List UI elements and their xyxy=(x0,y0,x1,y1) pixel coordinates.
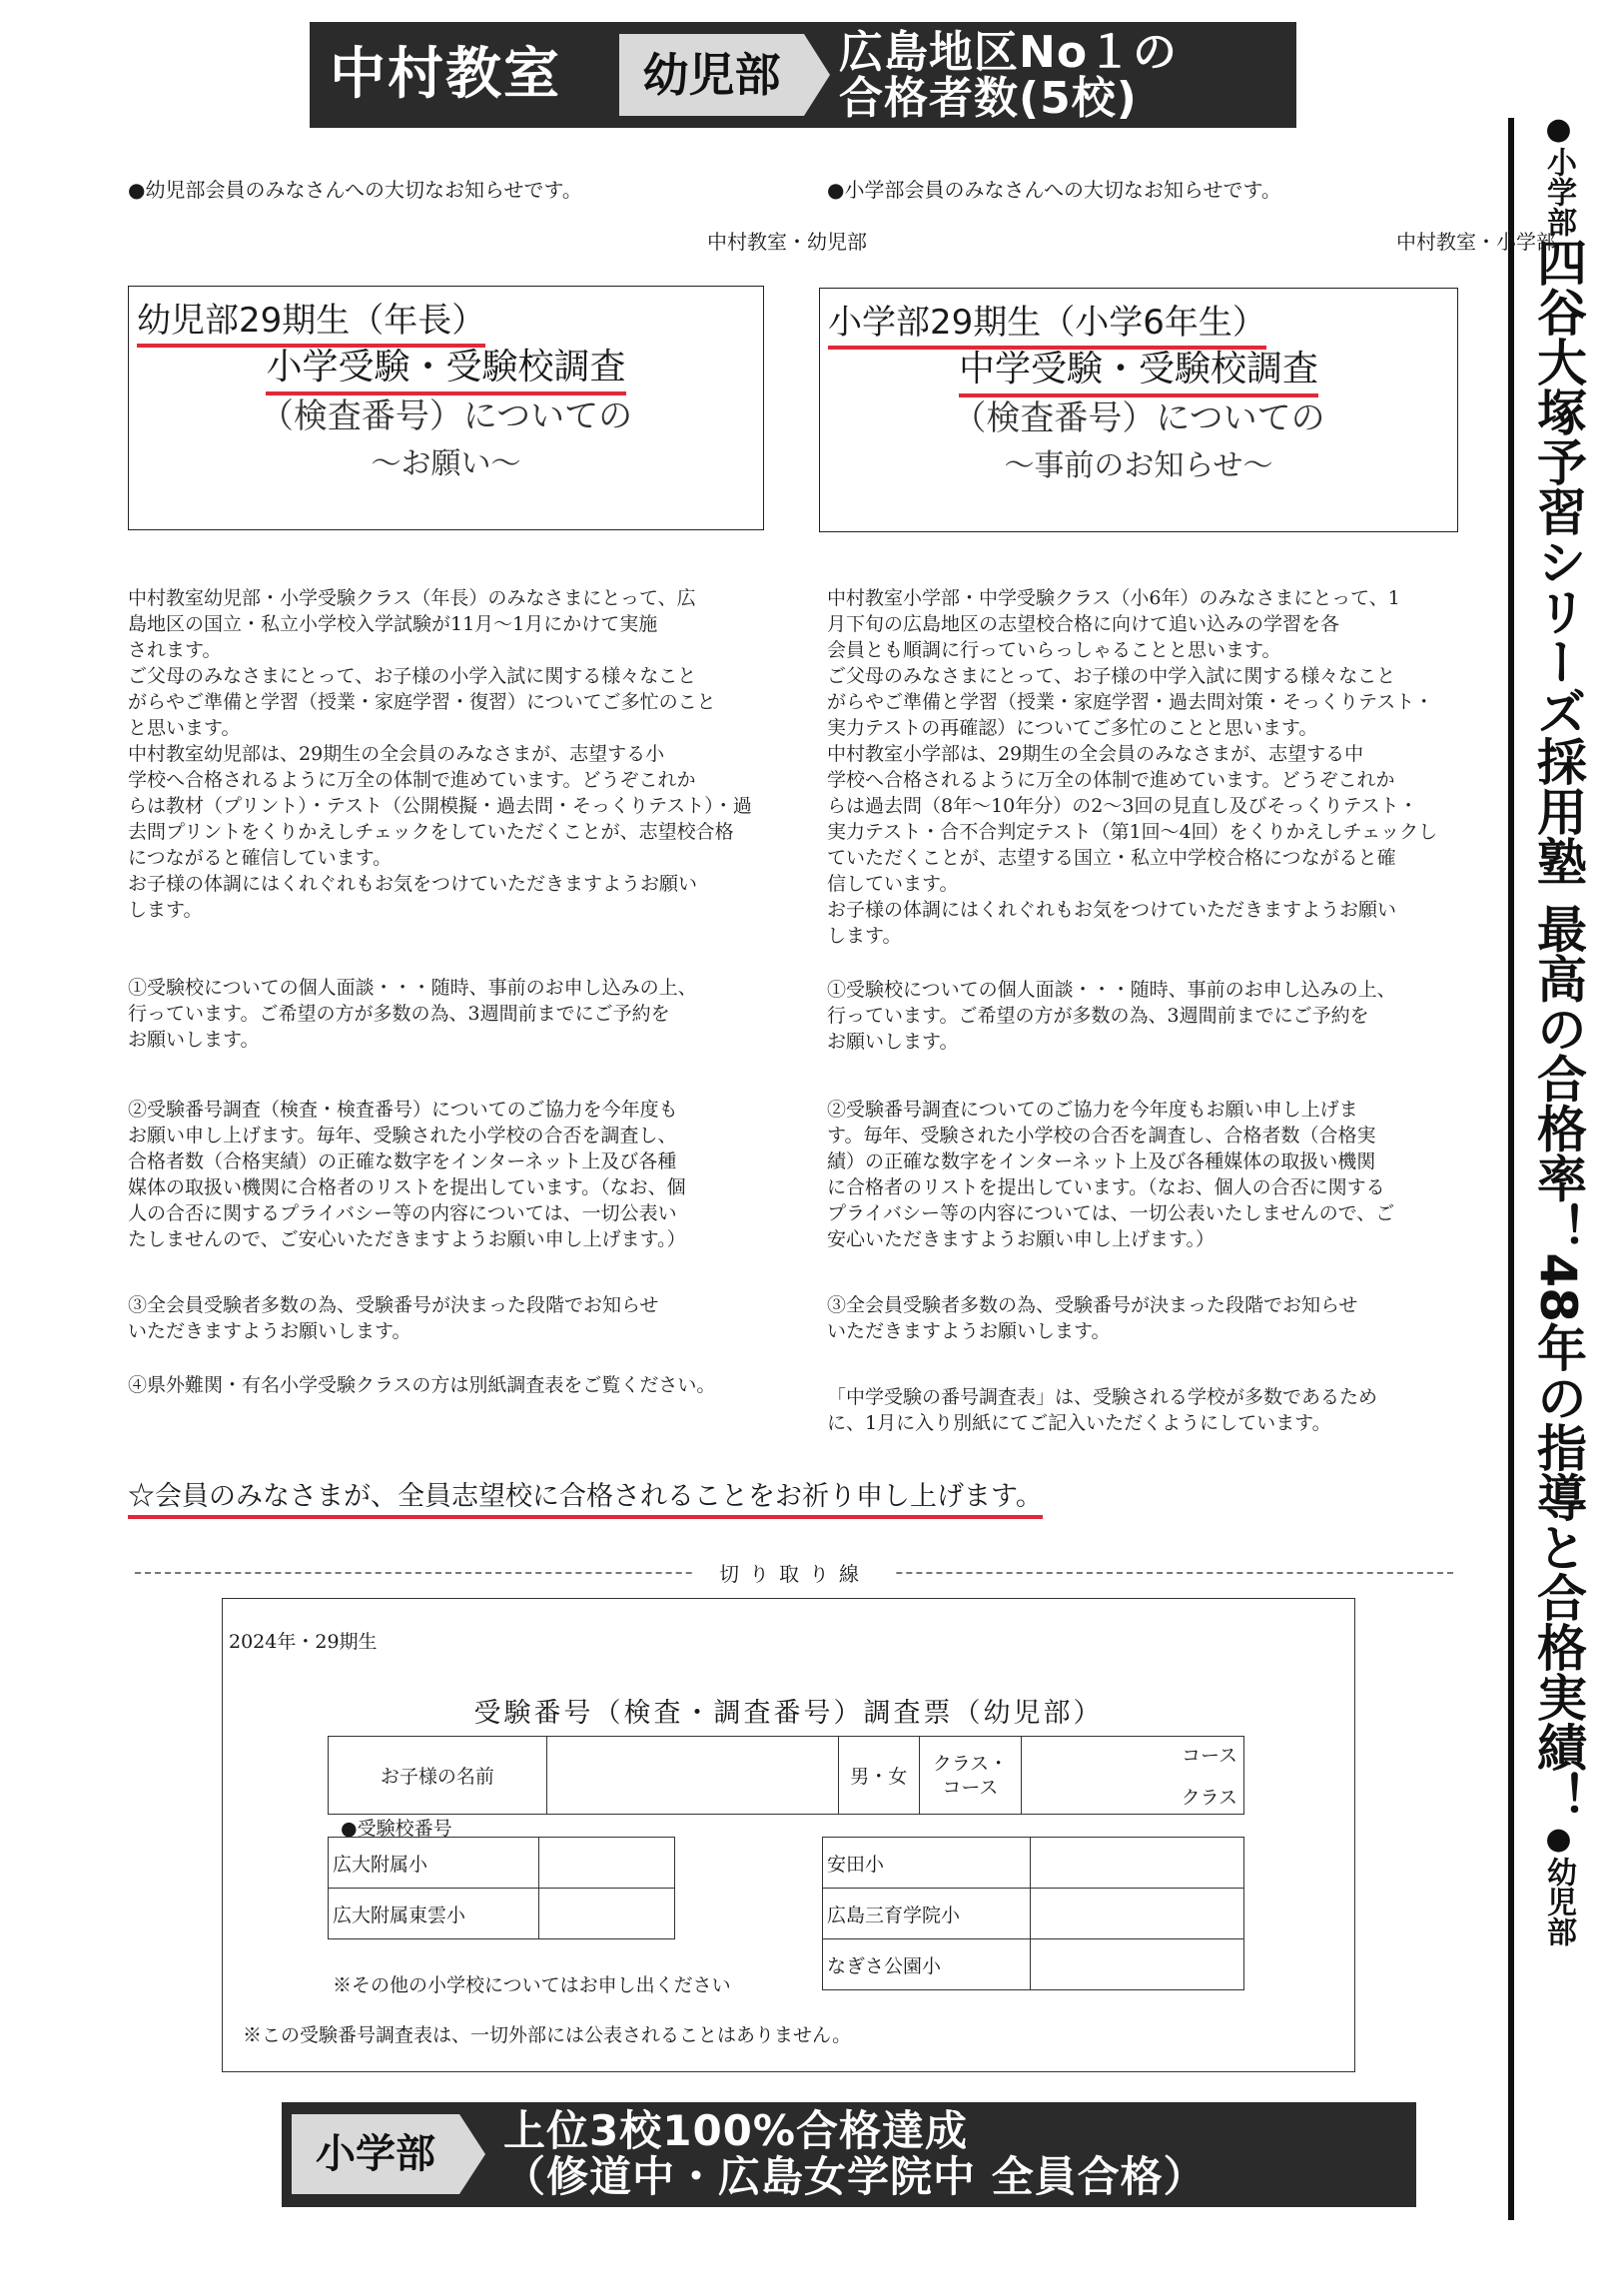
bottom-banner xyxy=(282,2102,1416,2207)
left-column xyxy=(128,176,867,1396)
left-title-line4: ～お願い～ xyxy=(371,446,521,481)
left-item-1: ①受験校についての個人面談・・・随時、事前のお申し込みの上、 行っています。ご希望の方が多数の為、3週間前までにご予約を お願いします。 xyxy=(128,977,697,1051)
form-note-other: ※その他の小学校についてはお申し出ください xyxy=(333,1974,731,1996)
form-year: 2024年・29期生 xyxy=(229,1631,378,1653)
top-banner-slogan xyxy=(839,27,1179,124)
left-item-2: ②受験番号調査（検査・検査番号）についてのご協力を今年度も お願い申し上げます。毎年、受験された小学校の合否を調査し、 合格者数（合格実績）の正確な数字をインターネット上及び各種 媒体の取扱い機関に合格者のリストを提出しています。（なお、個 人の合否に関するプライバシー等の内容については、一切公表い たしませんので、ご安心いただきますようお願い申し上げます。） xyxy=(128,1099,686,1250)
right-signature: 中村教室・小学部 xyxy=(1396,230,1556,254)
school-name-cell: 広島三育学院小 xyxy=(823,1889,1031,1939)
top-banner-dept: 幼児部 xyxy=(619,34,804,116)
right-item-3: ③全会員受験者多数の為、受験番号が決まった段階でお知らせ いただきますようお願いします。 xyxy=(827,1294,1358,1342)
side-banner-elementary: ●小学部 xyxy=(1541,112,1576,237)
school-number-field[interactable] xyxy=(1030,1889,1243,1939)
name-label: お子様の名前 xyxy=(329,1737,547,1815)
left-title-line1: 幼児部29期生（年長） xyxy=(137,293,485,348)
school-name: 中村教室 xyxy=(330,42,561,107)
left-title-line3: （検査番号）についての xyxy=(259,396,633,436)
cut-label: 切り取り線 xyxy=(694,1558,894,1587)
right-notice: ●小学部会員のみなさんへの大切なお知らせです。 xyxy=(827,178,1281,202)
right-item-1: ①受験校についての個人面談・・・随時、事前のお申し込みの上、 行っています。ご希望の方が多数の為、3週間前までにご予約を お願いします。 xyxy=(827,979,1396,1053)
name-table xyxy=(328,1736,1244,1815)
class-suffix: クラス xyxy=(1181,1787,1237,1809)
school-number-field[interactable] xyxy=(539,1838,675,1889)
right-body: 中村教室小学部・中学受験クラス（小6年）のみなさまにとって、1 月下旬の広島地区の志望校合格に向けて追い込みの学習を各 会員とも順調に行っていらっしゃることと思います。 ご父母のみなさまにとって、お子様の中学入試に関する様々なこと がらやご準備と学習（授業・家庭学習・過去問対策・そっくりテスト・ 実力テストの再確認）についてご多忙のことと思います。 中村教室小学部は、29期生の全会員のみなさまが、志望する中 学校へ合格されるように万全の体制で進めています。どうぞこれか らは過去問（8年～10年分）の2～3回の見直し及びそっくりテスト・ 実力テスト・合不合判定テスト（第1回～4回）をくりかえしチェックし ていただくことが、志望する国立・私立中学校合格につながると確 信しています。 お子様の体調にはくれぐれもお気をつけていただきますようお願い します。 xyxy=(827,587,1438,947)
school-number-field[interactable] xyxy=(1030,1838,1243,1889)
name-field[interactable] xyxy=(546,1737,838,1815)
school-name-cell: なぎさ公園小 xyxy=(823,1939,1031,1990)
side-banner xyxy=(1526,112,1590,2229)
form-note-privacy: ※この受験番号調査表は、一切外部には公表されることはありません。 xyxy=(243,2024,852,2046)
right-title-line2: 中学受験・受験校調査 xyxy=(959,341,1318,397)
school-number-label: ●受験校番号 xyxy=(341,1818,452,1840)
left-item-4: ④県外難関・有名小学受験クラスの方は別紙調査表をご覧ください。 xyxy=(128,1374,716,1396)
left-item-3: ③全会員受験者多数の為、受験番号が決まった段階でお知らせ いただきますようお願いします。 xyxy=(128,1294,659,1342)
school-number-field[interactable] xyxy=(1030,1939,1243,1990)
side-divider xyxy=(1508,118,1514,2220)
bottom-slogan-line2: （修道中・広島女学院中 全員合格） xyxy=(503,2152,1207,2201)
school-name-cell: 広大附属東雲小 xyxy=(329,1889,539,1939)
right-title-line4: ～事前のお知らせ～ xyxy=(1004,448,1273,483)
right-title-line3: （検査番号）についての xyxy=(952,398,1325,438)
top-slogan-line1: 広島地区No１の xyxy=(839,27,1179,78)
top-banner xyxy=(310,22,1296,128)
left-title-line2: 小学受験・受験校調査 xyxy=(266,339,625,395)
bottom-banner-slogan xyxy=(503,2108,1207,2200)
right-item-2: ②受験番号調査についてのご協力を今年度もお願い申し上げま す。毎年、受験された小学校の合否を調査し、合格者数（合格実 績）の正確な数字をインターネット上及び各種媒体の取扱い機関 に合格者のリストを提出しています。（なお、個人の合否に関する プライバシー等の内容については、一切公表いたしませんので、ご 安心いただきますようお願い申し上げます。） xyxy=(827,1099,1395,1250)
side-banner-preschool: ●幼児部 xyxy=(1541,1822,1576,1946)
survey-form xyxy=(222,1598,1355,2072)
right-column xyxy=(827,176,1556,1434)
course-suffix: コース xyxy=(1181,1745,1237,1767)
cut-line xyxy=(135,1558,1453,1588)
schools-right-table xyxy=(822,1837,1244,1990)
left-body: 中村教室幼児部・小学受験クラス（年長）のみなさまにとって、広 島地区の国立・私立小学校入学試験が11月～1月にかけて実施 されます。 ご父母のみなさまにとって、お子様の小学入試に関する様々なこと がらやご準備と学習（授業・家庭学習・復習）についてご多忙のこと と思います。 中村教室幼児部は、29期生の全会員のみなさまが、志望する小 学校へ合格されるように万全の体制で進めています。どうぞこれか らは教材（プリント）・テスト（公開模擬・過去問・そっくりテスト）・過 去問プリントをくりかえしチェックをしていただくことが、志望校合格 につながると確信しています。 お子様の体調にはくれぐれもお気をつけていただきますようお願い します。 xyxy=(128,587,752,921)
left-notice: ●幼児部会員のみなさんへの大切なお知らせです。 xyxy=(128,178,582,202)
left-title-box xyxy=(128,286,764,530)
form-title: 受験番号（検査・調査番号）調査票（幼児部） xyxy=(473,1698,1104,1729)
right-title-box xyxy=(819,288,1458,532)
top-slogan-line2: 合格者数(5校) xyxy=(839,73,1138,124)
bottom-slogan-line1: 上位3校100%合格達成 xyxy=(503,2106,968,2155)
school-number-field[interactable] xyxy=(539,1889,675,1939)
class-course-field[interactable] xyxy=(1021,1737,1243,1815)
wish-text: ☆会員のみなさまが、全員志望校に合格されることをお祈り申し上げます。 xyxy=(128,1481,1043,1519)
right-title-line1: 小学部29期生（小学6年生） xyxy=(828,295,1266,350)
gender-label: 男・女 xyxy=(838,1737,919,1815)
top-banner-arrow xyxy=(804,34,830,116)
class-label: クラス・ コース xyxy=(919,1737,1021,1815)
side-banner-slogan: 四谷大塚予習シリーズ採用塾 最高の合格率！48年の指導と合格実績！ xyxy=(1529,237,1587,1822)
right-item-4: 「中学受験の番号調査表」は、受験される学校が多数であるため に、1月に入り別紙にてご記入いただくようにしています。 xyxy=(827,1386,1378,1434)
school-name-cell: 広大附属小 xyxy=(329,1838,539,1889)
schools-left-table xyxy=(328,1837,675,1939)
school-name-cell: 安田小 xyxy=(823,1838,1031,1889)
bottom-banner-arrow xyxy=(459,2114,485,2194)
bottom-banner-dept: 小学部 xyxy=(292,2114,459,2194)
wish-message xyxy=(128,1474,1043,1513)
left-signature: 中村教室・幼児部 xyxy=(707,230,867,254)
